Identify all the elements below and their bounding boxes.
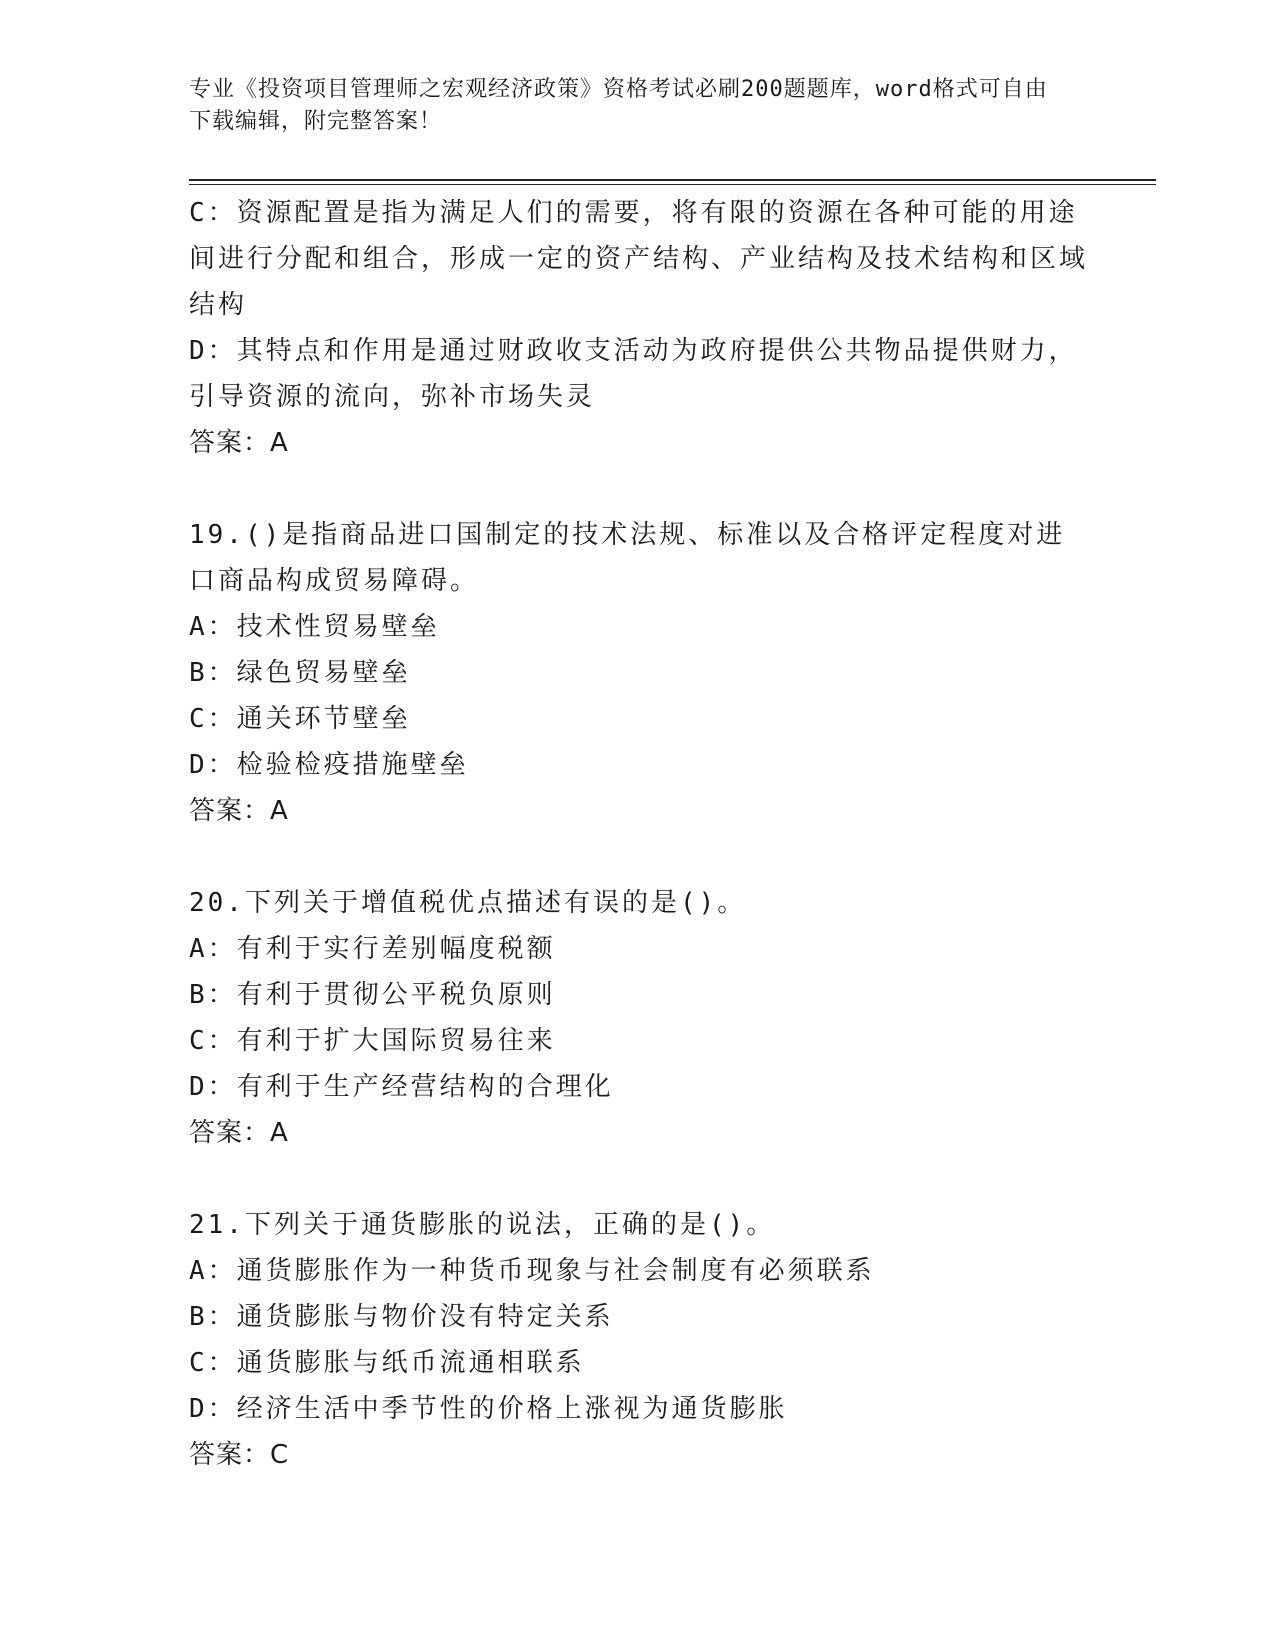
prev-answer: 答案：A xyxy=(189,428,289,458)
q21-answer: 答案：C xyxy=(189,1440,290,1470)
prev-option-d: D：其特点和作用是通过财政收支活动为政府提供公共物品提供财力，引导资源的流向，弥补市场失灵 xyxy=(189,336,1078,412)
q19-option-b: B：绿色贸易壁垒 xyxy=(189,658,411,688)
spacer xyxy=(189,466,1089,512)
q20-answer: 答案：A xyxy=(189,1118,289,1148)
header-rule-thin xyxy=(189,184,1156,185)
q21-option-a: A：通货膨胀作为一种货币现象与社会制度有必须联系 xyxy=(189,1256,875,1286)
q21-option-b: B：通货膨胀与物价没有特定关系 xyxy=(189,1302,614,1332)
question-content xyxy=(189,190,1089,1478)
q21-option-c: C：通货膨胀与纸币流通相联系 xyxy=(189,1348,585,1378)
q19-option-a: A：技术性贸易壁垒 xyxy=(189,612,440,642)
q21-option-d: D：经济生活中季节性的价格上涨视为通货膨胀 xyxy=(189,1394,788,1424)
spacer xyxy=(189,1156,1089,1202)
q19-option-c: C：通关环节壁垒 xyxy=(189,704,411,734)
prev-option-c: C：资源配置是指为满足人们的需要，将有限的资源在各种可能的用途间进行分配和组合，形成一定的资产结构、产业结构及技术结构和区域结构 xyxy=(189,198,1089,320)
q20-option-c: C：有利于扩大国际贸易往来 xyxy=(189,1026,556,1056)
q20-option-d: D：有利于生产经营结构的合理化 xyxy=(189,1072,614,1102)
q19-stem: 19.()是指商品进口国制定的技术法规、标准以及合格评定程度对进口商品构成贸易障碍。 xyxy=(189,520,1066,596)
q20-option-b: B：有利于贯彻公平税负原则 xyxy=(189,980,556,1010)
q19-answer: 答案：A xyxy=(189,796,289,826)
q21-stem: 21.下列关于通货膨胀的说法，正确的是()。 xyxy=(189,1210,776,1240)
q19-option-d: D：检验检疫措施壁垒 xyxy=(189,750,469,780)
q20-stem: 20.下列关于增值税优点描述有误的是()。 xyxy=(189,888,747,918)
spacer xyxy=(189,834,1089,880)
header-rule-thick xyxy=(189,179,1156,181)
document-header: 专业《投资项目管理师之宏观经济政策》资格考试必刷200题题库，word格式可自由下载编辑，附完整答案！ xyxy=(189,77,1048,134)
q20-option-a: A：有利于实行差别幅度税额 xyxy=(189,934,556,964)
